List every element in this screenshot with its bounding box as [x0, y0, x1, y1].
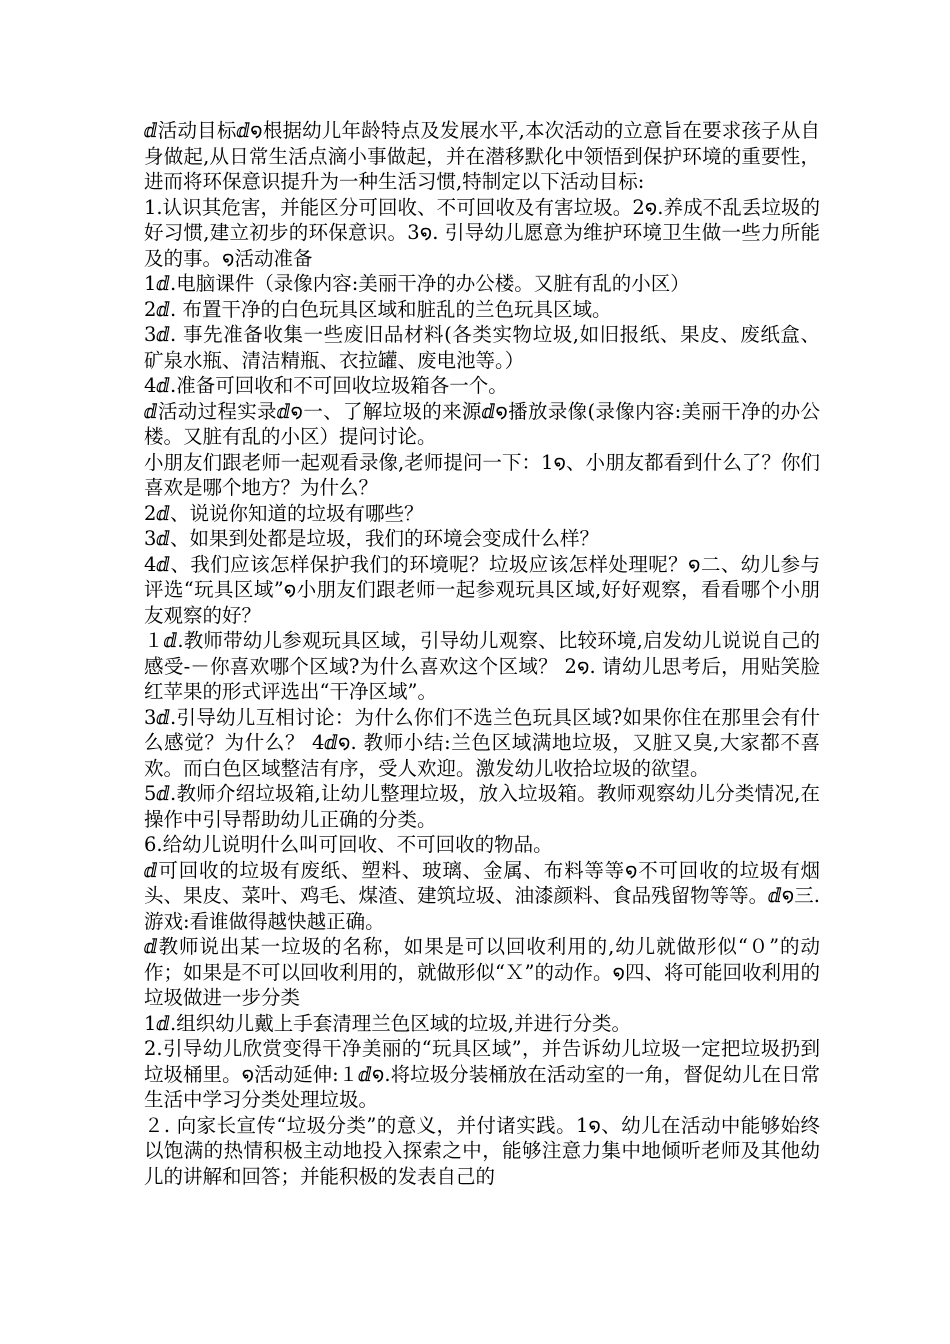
paragraph-questions-3: 3ⅆ、如果到处都是垃圾，我们的环境会变成什么样？ [144, 527, 600, 550]
paragraph-sort-1: 1ⅆ.组织幼儿戴上手套清理兰色区域的垃圾,并进行分类。 [144, 1011, 631, 1035]
paragraph-prep-1: 1ⅆ.电脑课件（录像内容:美丽干净的办公楼。又脏有乱的小区） [144, 272, 690, 295]
paragraph-extension: ２. 向家长宣传“垃圾分类”的意义，并付诸实践。1໑、幼儿在活动中能够始终以饱满的热情积极主动地投入探索之中，能够注意力集中地倾听老师及其他幼儿的讲解和回答；并能积极的发表自己的 [144, 1113, 820, 1188]
paragraph-sort-2: 2.引导幼儿欣赏变得干净美丽的“玩具区域”，并告诉幼儿垃圾一定把垃圾扔到垃圾桶里。໑活动延伸:１ⅆ໑.将垃圾分装桶放在活动室的一角，督促幼儿在日常生活中学习分类处理垃圾。 [144, 1037, 820, 1111]
paragraph-process-record: ⅆ活动过程实录ⅆ໑一、了解垃圾的来源ⅆ໑播放录像(录像内容:美丽干净的办公楼。又脏有乱的小区）提问讨论。 [144, 399, 820, 448]
paragraph-visit-1: １ⅆ.教师带幼儿参观玩具区域，引导幼儿观察、比较环境,启发幼儿说说自己的感受-－你喜欢哪个区域?为什么喜欢这个区域？ 2໑. 请幼儿思考后，用贴笑脸红苹果的形式评选出“干净区域”。 [144, 629, 820, 703]
paragraph-activity-goals: ⅆ活动目标ⅆ໑根据幼儿年龄特点及发展水平,本次活动的立意旨在要求孩子从自身做起,从日常生活点滴小事做起，并在潜移默化中领悟到保护环境的重要性，进而将环保意识提升为一种生活习惯,特制定以下活动目标: [144, 119, 820, 193]
document-body [144, 118, 820, 1189]
paragraph-prep-2: 2ⅆ. 布置干净的白色玩具区域和脏乱的兰色玩具区域。 [144, 297, 612, 321]
paragraph-questions-1: 小朋友们跟老师一起观看录像,老师提问一下：1໑、小朋友都看到什么了？你们喜欢是哪个地方？为什么？ [144, 450, 820, 499]
paragraph-prep-4: 4ⅆ.准备可回收和不可回收垃圾箱各一个。 [144, 374, 508, 397]
paragraph-game: ⅆ教师说出某一垃圾的名称，如果是可以回收利用的,幼儿就做形似“０”的动作；如果是不可以回收利用的，就做形似“Ｘ”的动作。໑四、将可能回收利用的垃圾做进一步分类 [144, 935, 820, 1009]
paragraph-visit-5: 5ⅆ.教师介绍垃圾箱,让幼儿整理垃圾，放入垃圾箱。教师观察幼儿分类情况,在操作中引导帮助幼儿正确的分类。 [144, 782, 820, 831]
paragraph-questions-2: 2ⅆ、说说你知道的垃圾有哪些？ [144, 501, 424, 525]
paragraph-goals-list: 1.认识其危害，并能区分可回收、不可回收及有害垃圾。2໑.养成不乱丢垃圾的好习惯,建立初步的环保意识。3໑. 引导幼儿愿意为维护环境卫生做一些力所能及的事。໑活动准备 [144, 195, 820, 270]
paragraph-visit-6: 6.给幼儿说明什么叫可回收、不可回收的物品。 [144, 833, 553, 856]
paragraph-prep-3: 3ⅆ. 事先准备收集一些废旧品材料(各类实物垃圾,如旧报纸、果皮、废纸盒、矿泉水瓶、清洁精瓶、衣拉罐、废电池等。） [144, 323, 820, 372]
paragraph-visit-3: 3ⅆ.引导幼儿互相讨论：为什么你们不选兰色玩具区域?如果你住在那里会有什么感觉？为什么？ 4ⅆ໑. 教师小结:兰色区域满地垃圾，又脏又臭,大家都不喜欢。而白色区域整洁有序，受人欢迎。激发幼儿收拾垃圾的欲望。 [144, 705, 820, 780]
paragraph-questions-4: 4ⅆ、我们应该怎样保护我们的环境呢？垃圾应该怎样处理呢？໑二、幼儿参与评选“玩具区域”໑小朋友们跟老师一起参观玩具区域,好好观察，看看哪个小朋友观察的好？ [144, 552, 820, 627]
paragraph-recyclables: ⅆ可回收的垃圾有废纸、塑料、玻璃、金属、布料等等໑不可回收的垃圾有烟头、果皮、菜叶、鸡毛、煤渣、建筑垃圾、油漆颜料、食品残留物等等。ⅆ໑三.游戏:看谁做得越快越正确。 [144, 858, 820, 933]
